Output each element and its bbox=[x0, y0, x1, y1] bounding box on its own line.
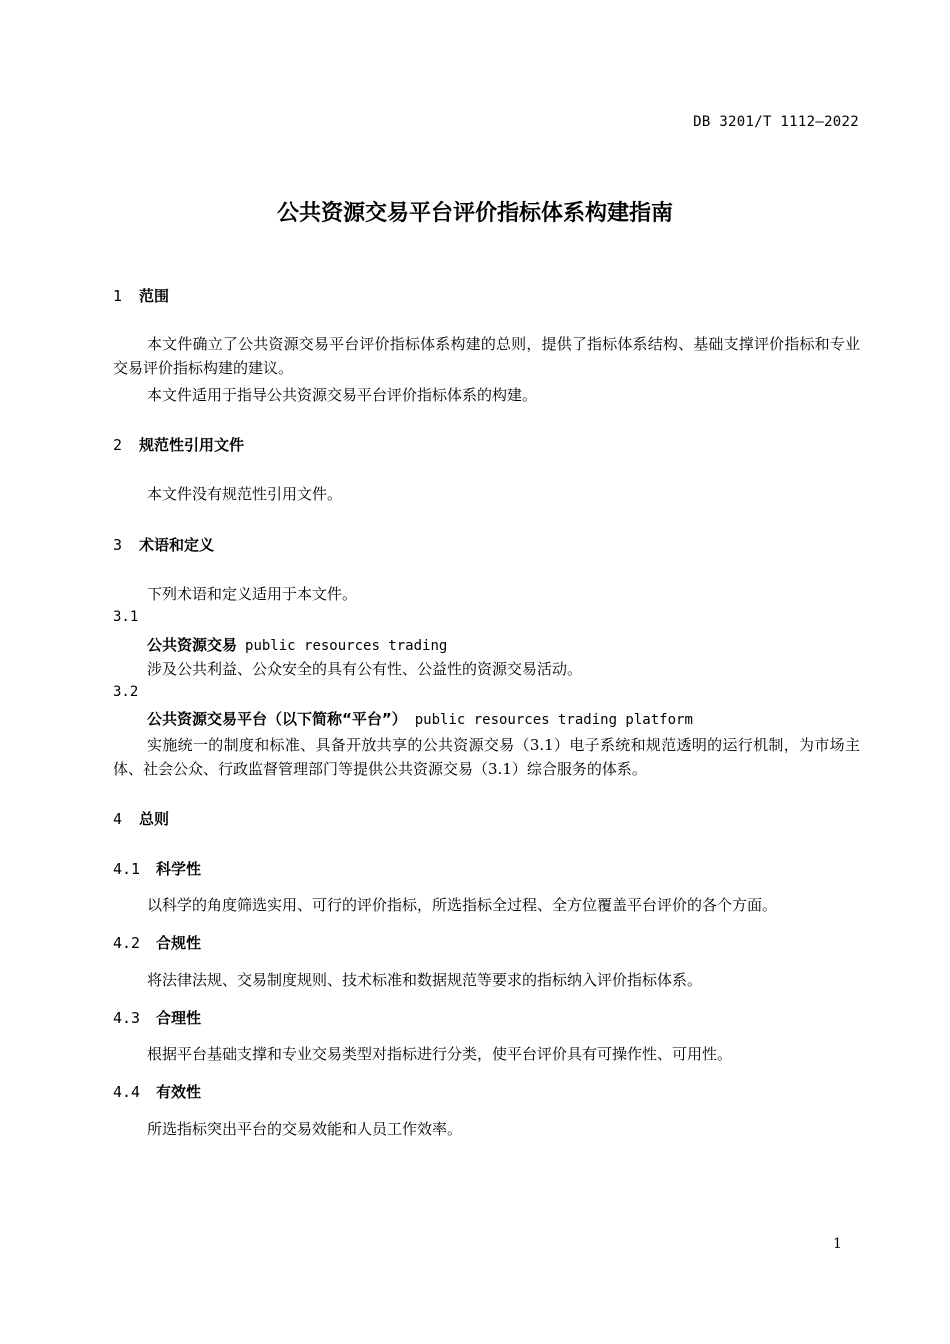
subsection-number: 4.1 bbox=[113, 860, 141, 878]
subsection-number: 4.4 bbox=[113, 1083, 141, 1101]
section-title: 术语和定义 bbox=[139, 536, 215, 554]
term-entry bbox=[147, 634, 447, 655]
section-number: 4 bbox=[113, 810, 123, 828]
section-heading-terms bbox=[113, 534, 214, 555]
document-number: DB 3201/T 1112—2022 bbox=[693, 114, 859, 130]
page-number: 1 bbox=[833, 1236, 842, 1252]
subsection-text: 根据平台基础支撑和专业交易类型对指标进行分类，使平台评价具有可操作性、可用性。 bbox=[147, 1045, 733, 1063]
subsection-heading bbox=[113, 858, 201, 879]
term-definition: 实施统一的制度和标准、具备开放共享的公共资源交易（3.1）电子系统和规范透明的运行机制，为市场主体、社会公众、行政监督管理部门等提供公共资源交易（3.1）综合服务的体系。 bbox=[113, 736, 860, 778]
paragraph-terms-intro: 下列术语和定义适用于本文件。 bbox=[147, 585, 358, 603]
section-number: 1 bbox=[113, 287, 123, 305]
section-heading-scope bbox=[113, 285, 169, 306]
section-title: 范围 bbox=[139, 287, 170, 305]
subsection-title: 有效性 bbox=[156, 1083, 202, 1101]
term-definition: 涉及公共利益、公众安全的具有公有性、公益性的资源交易活动。 bbox=[147, 660, 583, 678]
subsection-heading bbox=[113, 1081, 201, 1102]
subsection-number: 4.2 bbox=[113, 934, 141, 952]
section-number: 3 bbox=[113, 536, 123, 554]
subsection-text: 所选指标突出平台的交易效能和人员工作效率。 bbox=[147, 1120, 463, 1138]
subsection-heading bbox=[113, 932, 201, 953]
term-english: public resources trading bbox=[245, 638, 448, 654]
section-number: 2 bbox=[113, 436, 123, 454]
subsection-title: 合理性 bbox=[156, 1009, 202, 1027]
paragraph-scope-2: 本文件适用于指导公共资源交易平台评价指标体系的构建。 bbox=[147, 386, 538, 404]
term-chinese: 公共资源交易平台（以下简称“平台”） bbox=[147, 710, 407, 728]
term-number: 3.2 bbox=[113, 684, 139, 700]
subsection-title: 科学性 bbox=[156, 860, 202, 878]
section-title: 规范性引用文件 bbox=[139, 436, 245, 454]
term-chinese: 公共资源交易 bbox=[147, 636, 238, 654]
document-title: 公共资源交易平台评价指标体系构建指南 bbox=[276, 201, 673, 226]
paragraph-scope-1: 本文件确立了公共资源交易平台评价指标体系构建的总则，提供了指标体系结构、基础支撑评价指标和专业交易评价指标构建的建议。 bbox=[113, 335, 860, 377]
subsection-number: 4.3 bbox=[113, 1009, 141, 1027]
section-heading-normative-references bbox=[113, 434, 244, 455]
paragraph-normative-references: 本文件没有规范性引用文件。 bbox=[147, 485, 343, 503]
term-number: 3.1 bbox=[113, 609, 139, 625]
section-heading-general-principles bbox=[113, 808, 169, 829]
subsection-text: 以科学的角度筛选实用、可行的评价指标，所选指标全过程、全方位覆盖平台评价的各个方面。 bbox=[147, 896, 778, 914]
subsection-heading bbox=[113, 1007, 201, 1028]
section-title: 总则 bbox=[139, 810, 170, 828]
term-entry bbox=[147, 708, 693, 729]
subsection-title: 合规性 bbox=[156, 934, 202, 952]
subsection-text: 将法律法规、交易制度规则、技术标准和数据规范等要求的指标纳入评价指标体系。 bbox=[147, 971, 703, 989]
term-english: public resources trading platform bbox=[414, 712, 693, 728]
